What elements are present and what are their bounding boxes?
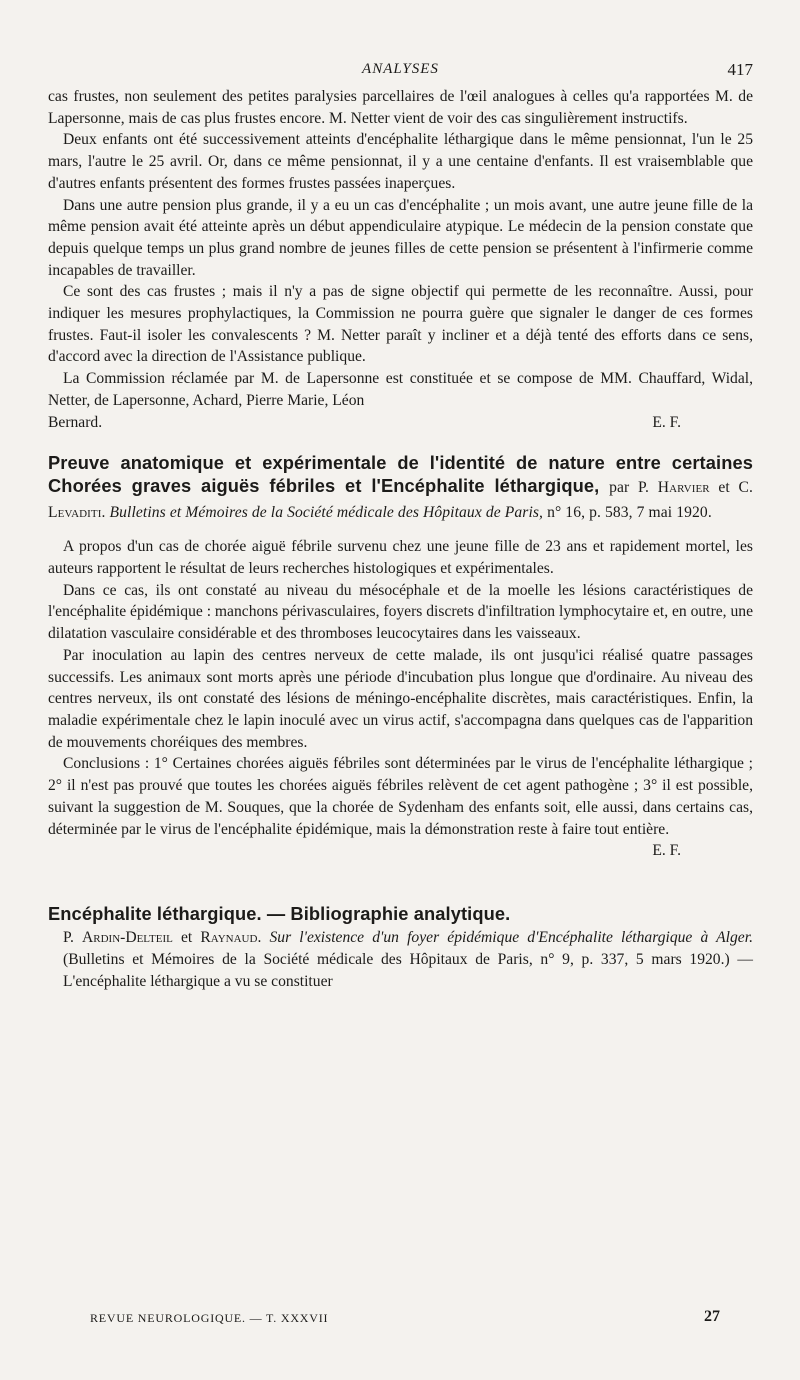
section-bibliographie — [48, 903, 753, 993]
running-header — [48, 56, 753, 86]
journal-footer: REVUE NEUROLOGIQUE. — T. XXXVII — [90, 1311, 329, 1325]
section-choree-encephalite — [48, 452, 753, 862]
journal-title: Bulletins et Mémoires de la Société médicale des Hôpitaux de Paris, — [109, 503, 544, 521]
citation-details: (Bulletins et Mémoires de la Société médicale des Hôpitaux de Paris, n° 9, p. 337, 5 mars 1920.) — L'encéphalite léthargique a vu se constituer — [63, 950, 753, 990]
citation-details: n° 16, p. 583, 7 mai 1920. — [547, 503, 712, 521]
signature: E. F. — [652, 842, 681, 860]
author-name: Harvier — [657, 478, 710, 496]
running-title: ANALYSES — [362, 61, 439, 77]
paragraph: Dans une autre pension plus grande, il y a eu un cas d'encéphalite ; un mois avant, une autre jeune fille de la même pension avait été atteinte après un début appendiculaire atypique. Le médecin de la pension constate que depuis quelque temps un plus grand nombre de jeunes filles de cette pension se présentent à l'infirmerie comme incapables de travailler. — [48, 196, 753, 279]
signature: E. F. — [652, 413, 681, 431]
paragraph: Deux enfants ont été successivement atteints d'encéphalite léthargique dans le même pensionnat, l'un le 25 mars, l'autre le 25 avril. Or, dans ce même pensionnat, il y a une centaine d'enfants. Il est vraisemblable que d'autres enfants présentent des formes frustes passées inaperçues. — [48, 131, 753, 192]
signature-folio: 27 — [704, 1308, 720, 1325]
section-heading: Encéphalite léthargique. — Bibliographie analytique. — [48, 902, 511, 924]
closing-line — [48, 412, 753, 434]
page — [48, 56, 753, 993]
signature-line — [48, 840, 753, 862]
page-footer — [90, 1308, 720, 1326]
author-name: Ardin-Delteil — [81, 928, 173, 946]
bibliography-entry: P. Ardin-Delteil et Raynaud. Sur l'existence d'un foyer épidémique d'Encéphalite léthargique à Alger. (Bulletins et Mémoires de la Société médicale des Hôpitaux de Paris, n° 9, p. 337, 5 mars 1920.) — L'encéphalite léthargique a vu se constituer — [63, 928, 753, 990]
conclusions-paragraph: Conclusions : 1° Certaines chorées aiguës fébriles sont déterminées par le virus de l'encéphalite léthargique ; 2° il n'est pas prouvé que toutes les chorées aiguës fébriles relèvent de cet agent pathogène ; 3° il est possible, suivant la suggestion de M. Souques, que la chorée de Sydenham des enfants soit, elle aussi, dans certains cas, déterminée par le virus de l'encéphalite épidémique, mais la démonstration reste à faire tout entière. — [48, 755, 753, 838]
closing-text: Bernard. — [48, 413, 103, 431]
paragraph: Dans ce cas, ils ont constaté au niveau du mésocéphale et de la moelle les lésions caractéristiques de l'encéphalite épidémique : manchons périvasculaires, foyers discrets d'infiltration lymphocytaire et, en outre, une dilatation vasculaire considérable et des thromboses leucocytaires dans les vaisseaux. — [48, 581, 753, 643]
paragraph: Ce sont des cas frustes ; mais il n'y a pas de signe objectif qui permette de les reconnaître. Aussi, pour indiquer les mesures prophylactiques, la Commission ne pourra guère que signaler le danger de ces formes frustes. Faut-il isoler les convalescents ? M. Netter paraît y incliner et a déjà tenté des efforts dans ce sens, d'accord avec la direction de l'Assistance publique. — [48, 283, 753, 366]
paragraph: Par inoculation au lapin des centres nerveux de cette malade, ils ont jusqu'ici réalisé quatre passages successifs. Les animaux sont morts après une période d'incubation plus longue que d'ordinaire. Au niveau des centres nerveux, ils ont constaté des lésions de méningo-encéphalite discrètes, mais caractéristiques. Enfin, la maladie expérimentale chez le lapin inoculé avec un virus actif, s'accompagna dans quelques cas de l'apparition de mouvements choréiques des membres. — [48, 646, 753, 751]
paragraph: La Commission réclamée par M. de Lapersonne est constituée et se compose de MM. Chauffard, Widal, Netter, de Lapersonne, Achard, Pierre Marie, Léon — [48, 370, 753, 409]
paragraph: A propos d'un cas de chorée aiguë fébrile survenu chez une jeune fille de 23 ans et rapidement mortel, les auteurs rapportent le résultat de leurs recherches histologiques et expérimentales. — [48, 538, 753, 578]
page-number: 417 — [727, 60, 753, 79]
article-title: Preuve anatomique et expérimentale de l'identité de nature entre certaines Chorées graves aiguës fébriles et l'Encéphalite léthargique, — [48, 452, 753, 496]
section-netter-discussion — [48, 86, 753, 433]
work-title: Sur l'existence d'un foyer épidémique d'Encéphalite léthargique à Alger. — [269, 928, 753, 946]
author-name: Raynaud. — [200, 928, 262, 946]
paragraph: cas frustes, non seulement des petites paralysies parcellaires de l'œil analogues à celles qu'a rapportées M. de Lapersonne, mais de cas plus frustes encore. M. Netter vient de voir des cas singulièrement instructifs. — [48, 88, 753, 127]
article-citation: par P. Harvier et C. Levaditi. Bulletins et Mémoires de la Société médicale des Hôpitaux de Paris, n° 16, p. 583, 7 mai 1920. — [48, 478, 754, 521]
article-heading — [48, 452, 753, 524]
author-name: Levaditi — [48, 503, 102, 521]
